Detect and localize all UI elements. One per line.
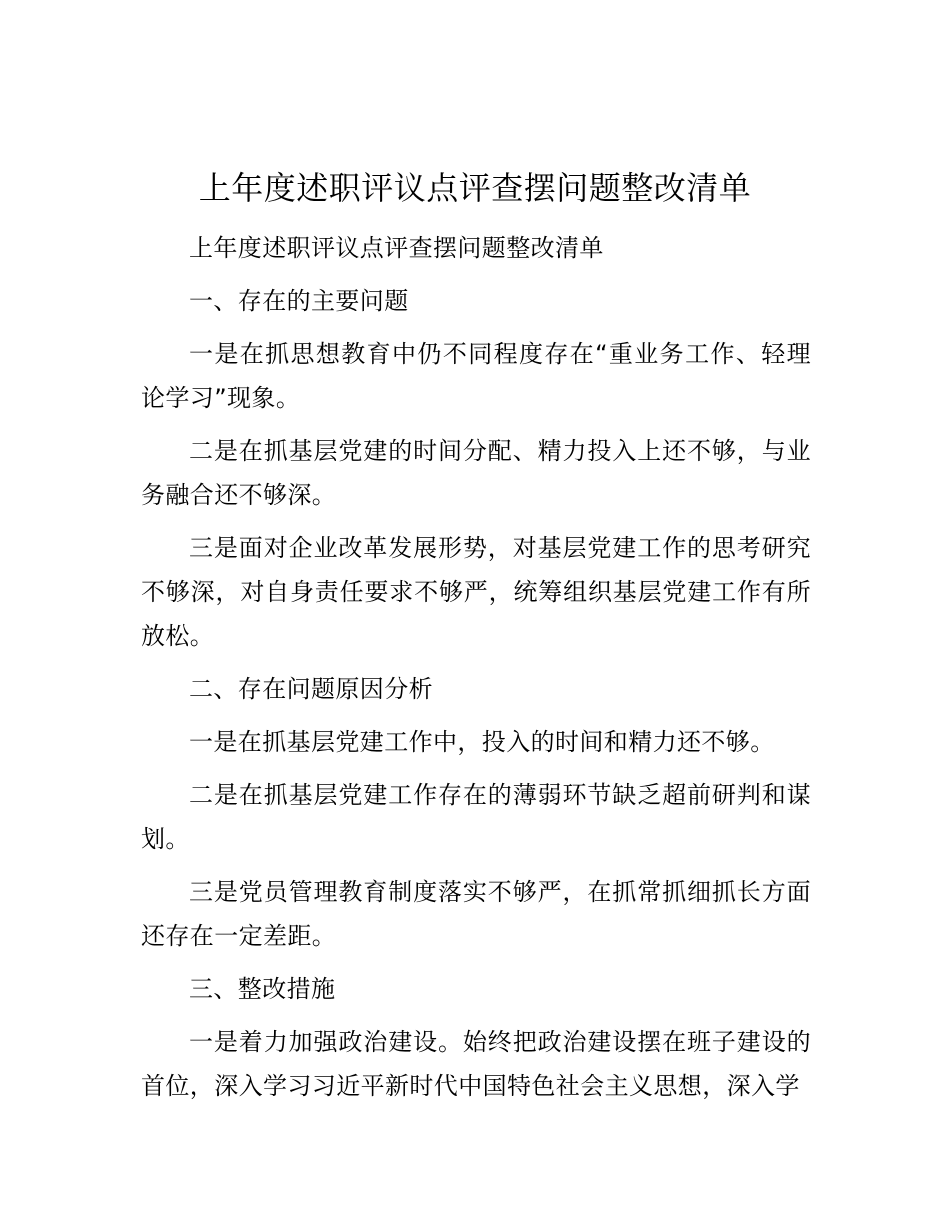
paragraph-cause-1: 一是在抓基层党建工作中，投入的时间和精力还不够。 bbox=[189, 728, 775, 756]
document-body bbox=[141, 226, 811, 1117]
paragraph-measure-1: 一是着力加强政治建设。始终把政治建设摆在班子建设的首位，深入学习习近平新时代中国特色社会主义思想，深入学 bbox=[141, 1028, 811, 1100]
section-heading-rectification-measures: 三、整改措施 bbox=[189, 975, 336, 1003]
paragraph-cause-3: 三是党员管理教育制度落实不够严，在抓常抓细抓长方面还存在一定差距。 bbox=[141, 878, 811, 950]
paragraph-subtitle: 上年度述职评议点评查摆问题整改清单 bbox=[189, 234, 604, 262]
section-heading-main-problems: 一、存在的主要问题 bbox=[189, 287, 409, 315]
section-heading-cause-analysis: 二、存在问题原因分析 bbox=[189, 675, 433, 703]
paragraph-problem-2: 二是在抓基层党建的时间分配、精力投入上还不够，与业务融合还不够深。 bbox=[141, 437, 811, 509]
paragraph-problem-3: 三是面对企业改革发展形势，对基层党建工作的思考研究不够深，对自身责任要求不够严，统筹组织基层党建工作有所放松。 bbox=[141, 534, 811, 650]
document-title: 上年度述职评议点评查摆问题整改清单 bbox=[198, 169, 752, 207]
paragraph-problem-1: 一是在抓思想教育中仍不同程度存在“重业务工作、轻理论学习”现象。 bbox=[141, 340, 811, 412]
paragraph-cause-2: 二是在抓基层党建工作存在的薄弱环节缺乏超前研判和谋划。 bbox=[141, 781, 811, 853]
